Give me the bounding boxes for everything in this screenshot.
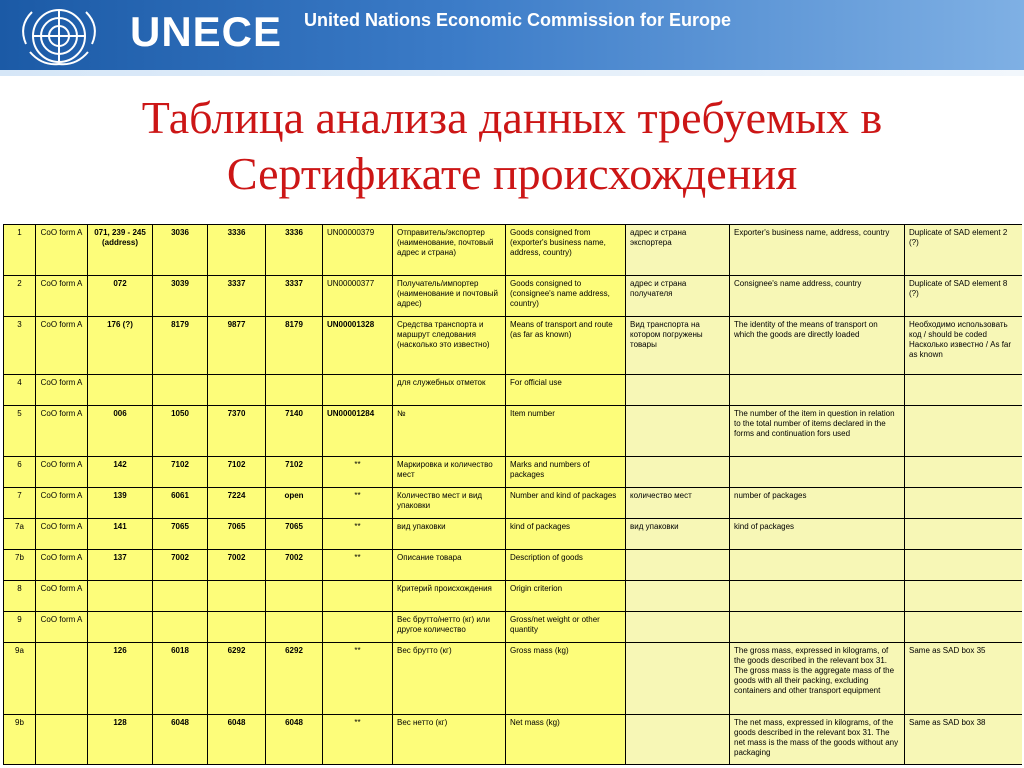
cell-definition [730, 457, 905, 488]
cell-code-1: 141 [88, 519, 153, 550]
cell-code-2: 6048 [153, 715, 208, 765]
cell-row-number: 9b [4, 715, 36, 765]
cell-definition [730, 612, 905, 643]
cell-code-4: 6048 [266, 715, 323, 765]
cell-note [905, 612, 1023, 643]
cell-un-id [323, 581, 393, 612]
cell-code-3: 7224 [208, 488, 266, 519]
cell-russian-name: Критерий происхождения [393, 581, 506, 612]
cell-definition: The identity of the means of transport on which the goods are directly loaded [730, 317, 905, 375]
cell-russian-name: Вес нетто (кг) [393, 715, 506, 765]
cell-note: Same as SAD box 38 [905, 715, 1023, 765]
cell-code-3: 7102 [208, 457, 266, 488]
cell-code-1: 126 [88, 643, 153, 715]
cell-code-1: 137 [88, 550, 153, 581]
cell-russian-name: для служебных отметок [393, 375, 506, 406]
cell-un-id [323, 375, 393, 406]
cell-definition: number of packages [730, 488, 905, 519]
cell-un-id: ** [323, 519, 393, 550]
slide-title [0, 76, 1024, 216]
cell-russian-description [626, 406, 730, 457]
table-row [4, 519, 1023, 550]
cell-note: Same as SAD box 35 [905, 643, 1023, 715]
cell-code-2: 6018 [153, 643, 208, 715]
cell-form: CoO form A [36, 317, 88, 375]
cell-russian-name: Маркировка и количество мест [393, 457, 506, 488]
cell-russian-name: Средства транспорта и маршрут следования (насколько это известно) [393, 317, 506, 375]
cell-code-4: 7002 [266, 550, 323, 581]
cell-english-name: Item number [506, 406, 626, 457]
cell-definition: Exporter's business name, address, country [730, 225, 905, 276]
table-row [4, 488, 1023, 519]
cell-row-number: 3 [4, 317, 36, 375]
cell-definition: kind of packages [730, 519, 905, 550]
cell-code-4: 7065 [266, 519, 323, 550]
cell-un-id: ** [323, 457, 393, 488]
cell-note: Duplicate of SAD element 2 (?) [905, 225, 1023, 276]
cell-english-name: Goods consigned to (consignee's name address, country) [506, 276, 626, 317]
cell-russian-description: адрес и страна экспортера [626, 225, 730, 276]
un-emblem-icon [12, 4, 106, 68]
cell-code-2 [153, 375, 208, 406]
cell-row-number: 7b [4, 550, 36, 581]
cell-code-2 [153, 612, 208, 643]
cell-form: CoO form A [36, 550, 88, 581]
cell-row-number: 9 [4, 612, 36, 643]
cell-english-name: kind of packages [506, 519, 626, 550]
cell-russian-name: Вес брутто (кг) [393, 643, 506, 715]
table-row [4, 375, 1023, 406]
cell-code-3: 9877 [208, 317, 266, 375]
cell-russian-name: Вес брутто/нетто (кг) или другое количество [393, 612, 506, 643]
cell-english-name: Means of transport and route (as far as known) [506, 317, 626, 375]
cell-code-4: 6292 [266, 643, 323, 715]
cell-note [905, 488, 1023, 519]
cell-english-name: Net mass (kg) [506, 715, 626, 765]
cell-row-number: 7a [4, 519, 36, 550]
cell-code-2: 8179 [153, 317, 208, 375]
table-row [4, 612, 1023, 643]
cell-code-3: 7370 [208, 406, 266, 457]
cell-definition: The gross mass, expressed in kilograms, of the goods described in the relevant box 31. The gross mass is the aggregate mass of the goods with all their packing, excluding containers and other transport equipment [730, 643, 905, 715]
cell-note: Duplicate of SAD element 8 (?) [905, 276, 1023, 317]
cell-russian-name: № [393, 406, 506, 457]
cell-form: CoO form A [36, 225, 88, 276]
table-row [4, 643, 1023, 715]
cell-form: CoO form A [36, 276, 88, 317]
cell-english-name: Origin criterion [506, 581, 626, 612]
cell-code-4 [266, 375, 323, 406]
cell-row-number: 2 [4, 276, 36, 317]
cell-code-3: 6292 [208, 643, 266, 715]
cell-code-3: 3337 [208, 276, 266, 317]
cell-code-1 [88, 612, 153, 643]
cell-code-4: open [266, 488, 323, 519]
cell-code-3: 3336 [208, 225, 266, 276]
cell-code-2: 7002 [153, 550, 208, 581]
data-analysis-table-container [3, 224, 1022, 768]
data-analysis-table [3, 224, 1022, 765]
cell-form: CoO form A [36, 612, 88, 643]
cell-note [905, 519, 1023, 550]
unece-logo-text: UNECE [130, 8, 283, 55]
cell-form [36, 643, 88, 715]
cell-note: Необходимо использовать код / should be coded Насколько известно / As far as known [905, 317, 1023, 375]
cell-english-name: Number and kind of packages [506, 488, 626, 519]
cell-note [905, 375, 1023, 406]
cell-form: CoO form A [36, 519, 88, 550]
cell-un-id: UN00000379 [323, 225, 393, 276]
cell-code-4: 8179 [266, 317, 323, 375]
cell-row-number: 7 [4, 488, 36, 519]
cell-note [905, 581, 1023, 612]
cell-russian-name: Количество мест и вид упаковки [393, 488, 506, 519]
cell-russian-description: количество мест [626, 488, 730, 519]
cell-form: CoO form A [36, 406, 88, 457]
organization-name: United Nations Economic Commission for Europe [304, 10, 732, 30]
cell-code-2: 3039 [153, 276, 208, 317]
cell-un-id: UN00000377 [323, 276, 393, 317]
cell-form: CoO form A [36, 457, 88, 488]
cell-code-1 [88, 375, 153, 406]
cell-russian-description [626, 375, 730, 406]
cell-row-number: 5 [4, 406, 36, 457]
cell-code-3 [208, 612, 266, 643]
cell-definition: Consignee's name address, country [730, 276, 905, 317]
cell-russian-name: Получатель/импортер (наименование и почтовый адрес) [393, 276, 506, 317]
cell-code-3 [208, 375, 266, 406]
table-row [4, 406, 1023, 457]
table-row [4, 550, 1023, 581]
cell-code-3: 7065 [208, 519, 266, 550]
table-row [4, 715, 1023, 765]
cell-russian-description: Вид транспорта на котором погружены товары [626, 317, 730, 375]
cell-row-number: 8 [4, 581, 36, 612]
cell-code-1: 072 [88, 276, 153, 317]
cell-note [905, 457, 1023, 488]
cell-code-1: 142 [88, 457, 153, 488]
cell-code-1: 176 (?) [88, 317, 153, 375]
cell-code-1: 006 [88, 406, 153, 457]
cell-row-number: 4 [4, 375, 36, 406]
table-row [4, 317, 1023, 375]
cell-un-id: ** [323, 643, 393, 715]
cell-code-4: 7102 [266, 457, 323, 488]
cell-russian-name: вид упаковки [393, 519, 506, 550]
cell-english-name: Marks and numbers of packages [506, 457, 626, 488]
cell-definition [730, 550, 905, 581]
cell-code-4: 7140 [266, 406, 323, 457]
cell-definition: The net mass, expressed in kilograms, of the goods described in the relevant box 31. The net mass is the mass of the goods without any packaging [730, 715, 905, 765]
cell-code-2: 6061 [153, 488, 208, 519]
cell-code-3: 6048 [208, 715, 266, 765]
cell-english-name: For official use [506, 375, 626, 406]
cell-note [905, 406, 1023, 457]
table-row [4, 581, 1023, 612]
cell-english-name: Goods consigned from (exporter's business name, address, country) [506, 225, 626, 276]
cell-definition: The number of the item in question in relation to the total number of items declared in the forms and continuation fors used [730, 406, 905, 457]
cell-russian-description [626, 550, 730, 581]
cell-code-2: 7065 [153, 519, 208, 550]
cell-russian-description [626, 643, 730, 715]
cell-definition [730, 375, 905, 406]
table-row [4, 276, 1023, 317]
cell-code-3: 7002 [208, 550, 266, 581]
cell-un-id: UN00001284 [323, 406, 393, 457]
cell-code-4: 3337 [266, 276, 323, 317]
cell-code-1: 128 [88, 715, 153, 765]
cell-un-id: ** [323, 550, 393, 581]
table-row [4, 457, 1023, 488]
cell-code-4 [266, 612, 323, 643]
cell-russian-description: адрес и страна получателя [626, 276, 730, 317]
cell-code-4 [266, 581, 323, 612]
cell-code-4: 3336 [266, 225, 323, 276]
unece-header-banner [0, 0, 1024, 76]
cell-english-name: Gross/net weight or other quantity [506, 612, 626, 643]
cell-form: CoO form A [36, 375, 88, 406]
cell-code-2: 7102 [153, 457, 208, 488]
cell-code-1: 071, 239 - 245 (address) [88, 225, 153, 276]
cell-un-id: ** [323, 488, 393, 519]
cell-code-2: 1050 [153, 406, 208, 457]
cell-definition [730, 581, 905, 612]
cell-un-id: UN00001328 [323, 317, 393, 375]
cell-form: CoO form A [36, 488, 88, 519]
cell-note [905, 550, 1023, 581]
cell-russian-description [626, 581, 730, 612]
cell-code-3 [208, 581, 266, 612]
cell-row-number: 9a [4, 643, 36, 715]
cell-code-1: 139 [88, 488, 153, 519]
cell-code-2 [153, 581, 208, 612]
cell-russian-name: Описание товара [393, 550, 506, 581]
cell-russian-description [626, 715, 730, 765]
slide-title-text: Таблица анализа данных требуемых в Сертификате происхождения [141, 92, 883, 199]
cell-russian-description [626, 457, 730, 488]
cell-row-number: 1 [4, 225, 36, 276]
table-row [4, 225, 1023, 276]
cell-row-number: 6 [4, 457, 36, 488]
cell-form [36, 715, 88, 765]
cell-code-1 [88, 581, 153, 612]
cell-english-name: Description of goods [506, 550, 626, 581]
cell-un-id: ** [323, 715, 393, 765]
cell-russian-description [626, 612, 730, 643]
table-body [4, 225, 1023, 765]
cell-un-id [323, 612, 393, 643]
cell-english-name: Gross mass (kg) [506, 643, 626, 715]
cell-russian-description: вид упаковки [626, 519, 730, 550]
cell-code-2: 3036 [153, 225, 208, 276]
cell-russian-name: Отправитель/экспортер (наименование, почтовый адрес и страна) [393, 225, 506, 276]
cell-form: CoO form A [36, 581, 88, 612]
